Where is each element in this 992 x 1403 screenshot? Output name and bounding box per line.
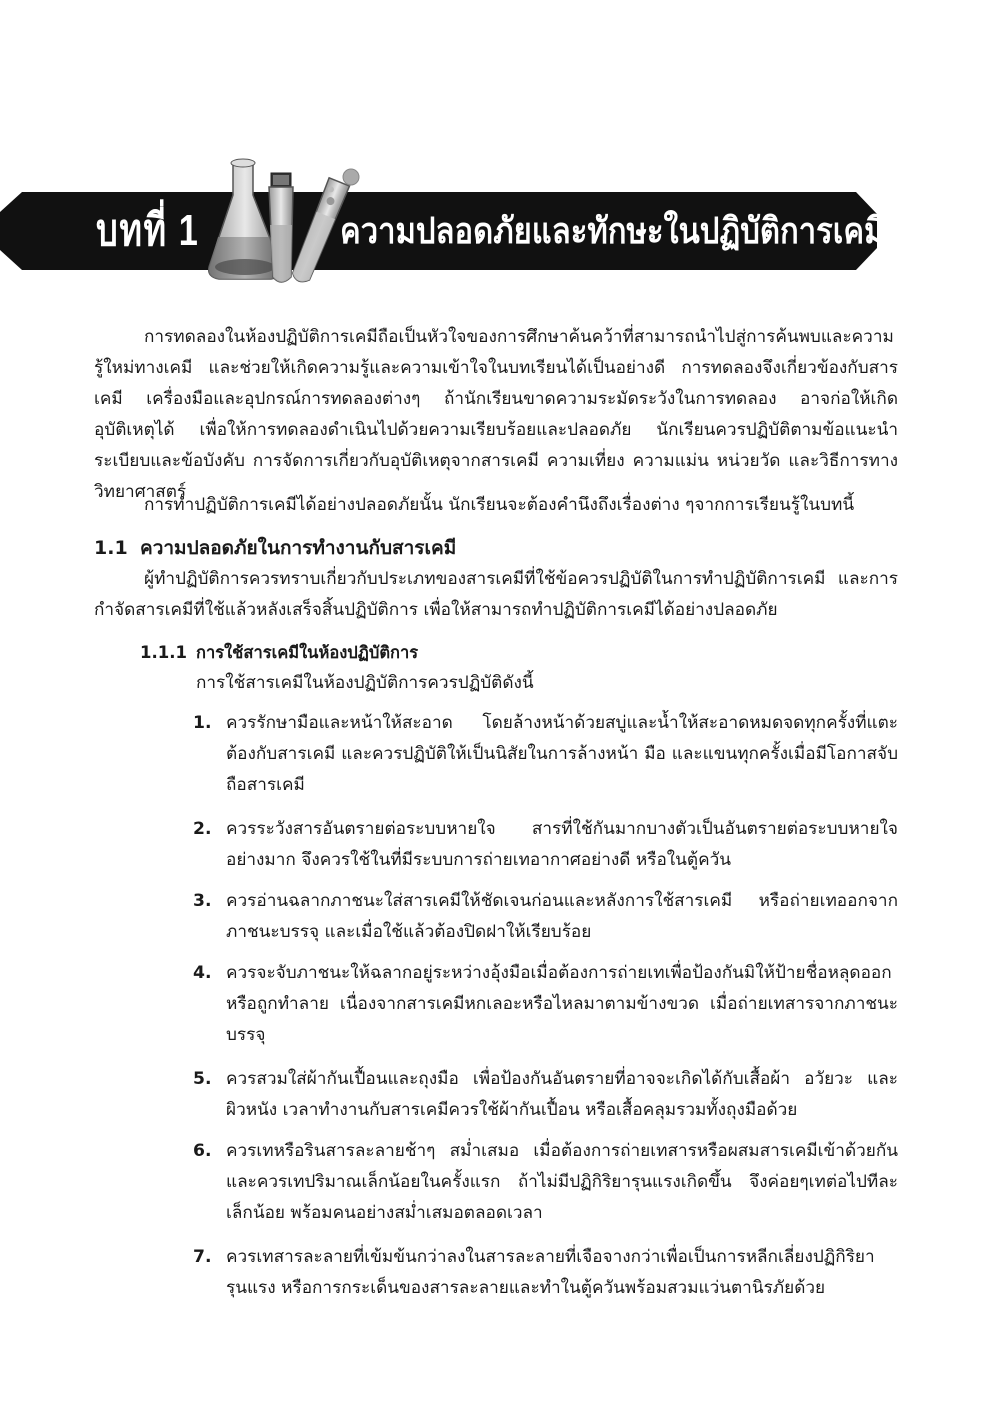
chapter-number: บทที่ 1 xyxy=(96,206,200,255)
list-text: ควรเทสารละลายที่เข้มข้นกว่าลงในสารละลายที่เจือจางกว่าเพื่อเป็นการหลีกเลี่ยงปฏิกิริยารุนแรง หรือการกระเด็นของสารละลายและทำในตู้ควันพร้อมสวมแว่นตานิรภัยด้วย xyxy=(226,1247,875,1298)
section-heading-1-1-1 xyxy=(140,640,418,666)
list-text: ควรเทหรือรินสารละลายช้าๆ สม่ำเสมอ เมื่อต้องการถ่ายเทสารหรือผสมสารเคมีเข้าด้วยกัน และควรเทปริมาณเล็กน้อยในครั้งแรก ถ้าไม่มีปฏิกิริยารุนแรงเกิดขึ้น จึงค่อยๆเทต่อไปทีละเล็กน้อย พร้อมคนอย่างสม่ำเสมอตลอดเวลา xyxy=(226,1141,898,1223)
list-item xyxy=(193,708,898,801)
subsection-title: การใช้สารเคมีในห้องปฏิบัติการ xyxy=(196,643,419,662)
chapter-title: ความปลอดภัยและทักษะในปฏิบัติการเคมี xyxy=(340,210,885,251)
section-1-1-paragraph: ผู้ทำปฏิบัติการควรทราบเกี่ยวกับประเภทของสารเคมีที่ใช้ข้อควรปฏิบัติในการทำปฏิบัติการเคมี และการกำจัดสารเคมีที่ใช้แล้วหลังเสร็จสิ้นปฏิบัติการ เพื่อให้สามารถทำปฏิบัติการเคมีได้อย่างปลอดภัย xyxy=(94,569,898,620)
list-number: 7. xyxy=(193,1247,212,1267)
list-text: ควรรักษามือและหน้าให้สะอาด โดยล้างหน้าด้วยสบู่และน้ำให้สะอาดหมดจดทุกครั้งที่แตะต้องกับสารเคมี และควรปฏิบัติให้เป็นนิสัยในการล้างหน้า มือ และแขนทุกครั้งเมื่อมีโอกาสจับถือสารเคมี xyxy=(226,713,898,795)
list-text: ควรจะจับภาชนะให้ฉลากอยู่ระหว่างอุ้งมือเมื่อต้องการถ่ายเทเพื่อป้องกันมิให้ป้ายชื่อหลุดออกหรือถูกทำลาย เนื่องจากสารเคมีหกเลอะหรือไหลมาตามข้างขวด เมื่อถ่ายเทสารจากภาชนะบรรจุ xyxy=(226,963,898,1045)
list-number: 2. xyxy=(193,819,212,839)
section-title: ความปลอดภัยในการทำงานกับสารเคมี xyxy=(140,537,457,559)
list-number: 6. xyxy=(193,1141,212,1161)
list-item xyxy=(193,1064,898,1126)
list-number: 1. xyxy=(193,713,212,733)
subsection-number: 1.1.1 xyxy=(140,643,187,662)
list-number: 5. xyxy=(193,1069,212,1089)
list-text: ควรสวมใส่ผ้ากันเปื้อนและถุงมือ เพื่อป้องกันอันตรายที่อาจจะเกิดได้กับเสื้อผ้า อวัยวะ และผิวหนัง เวลาทำงานกับสารเคมีควรใช้ผ้ากันเปื้อน หรือเสื้อคลุมรวมทั้งถุงมือด้วย xyxy=(226,1069,898,1120)
intro-paragraph-2: การทำปฏิบัติการเคมีได้อย่างปลอดภัยนั้น นักเรียนจะต้องคำนึงถึงเรื่องต่าง ๆจากการเรียนรู้ในบทนี้ xyxy=(144,495,855,515)
list-number: 4. xyxy=(193,963,212,983)
list-item xyxy=(193,958,898,1051)
subsection-lead: การใช้สารเคมีในห้องปฏิบัติการควรปฏิบัติดังนี้ xyxy=(196,673,534,693)
intro-paragraph-1: การทดลองในห้องปฏิบัติการเคมีถือเป็นหัวใจของการศึกษาค้นคว้าที่สามารถนำไปสู่การค้นพบและความรู้ใหม่ทางเคมี และช่วยให้เกิดความรู้และความเข้าใจในบทเรียนได้เป็นอย่างดี การทดลองจึงเกี่ยวข้องกับสารเคมี เครื่องมือและอุปกรณ์การทดลองต่างๆ ถ้านักเรียนขาดความระมัดระวังในการทดลอง อาจก่อให้เกิดอุบัติเหตุได้ เพื่อให้การทดลองดำเนินไปด้วยความเรียบร้อยและปลอดภัย นักเรียนควรปฏิบัติตามข้อแนะนำระเบียบและข้อบังคับ การจัดการเกี่ยวกับอุบัติเหตุจากสารเคมี ความเที่ยง ความแม่น หน่วยวัด และวิธีการทางวิทยาศาสตร์ xyxy=(94,327,898,502)
list-item xyxy=(193,886,898,948)
list-item xyxy=(193,1136,898,1229)
section-heading-1-1 xyxy=(94,534,456,562)
list-text: ควรอ่านฉลากภาชนะใส่สารเคมีให้ชัดเจนก่อนและหลังการใช้สารเคมี หรือถ่ายเทออกจากภาชนะบรรจุ และเมื่อใช้แล้วต้องปิดฝาให้เรียบร้อย xyxy=(226,891,898,942)
section-number: 1.1 xyxy=(94,537,128,559)
list-item xyxy=(193,1242,898,1304)
list-text: ควรระวังสารอันตรายต่อระบบหายใจ สารที่ใช้กันมากบางตัวเป็นอันตรายต่อระบบหายใจอย่างมาก จึงควรใช้ในที่มีระบบการถ่ายเทอากาศอย่างดี หรือในตู้ควัน xyxy=(226,819,898,870)
list-number: 3. xyxy=(193,891,212,911)
list-item xyxy=(193,814,898,876)
